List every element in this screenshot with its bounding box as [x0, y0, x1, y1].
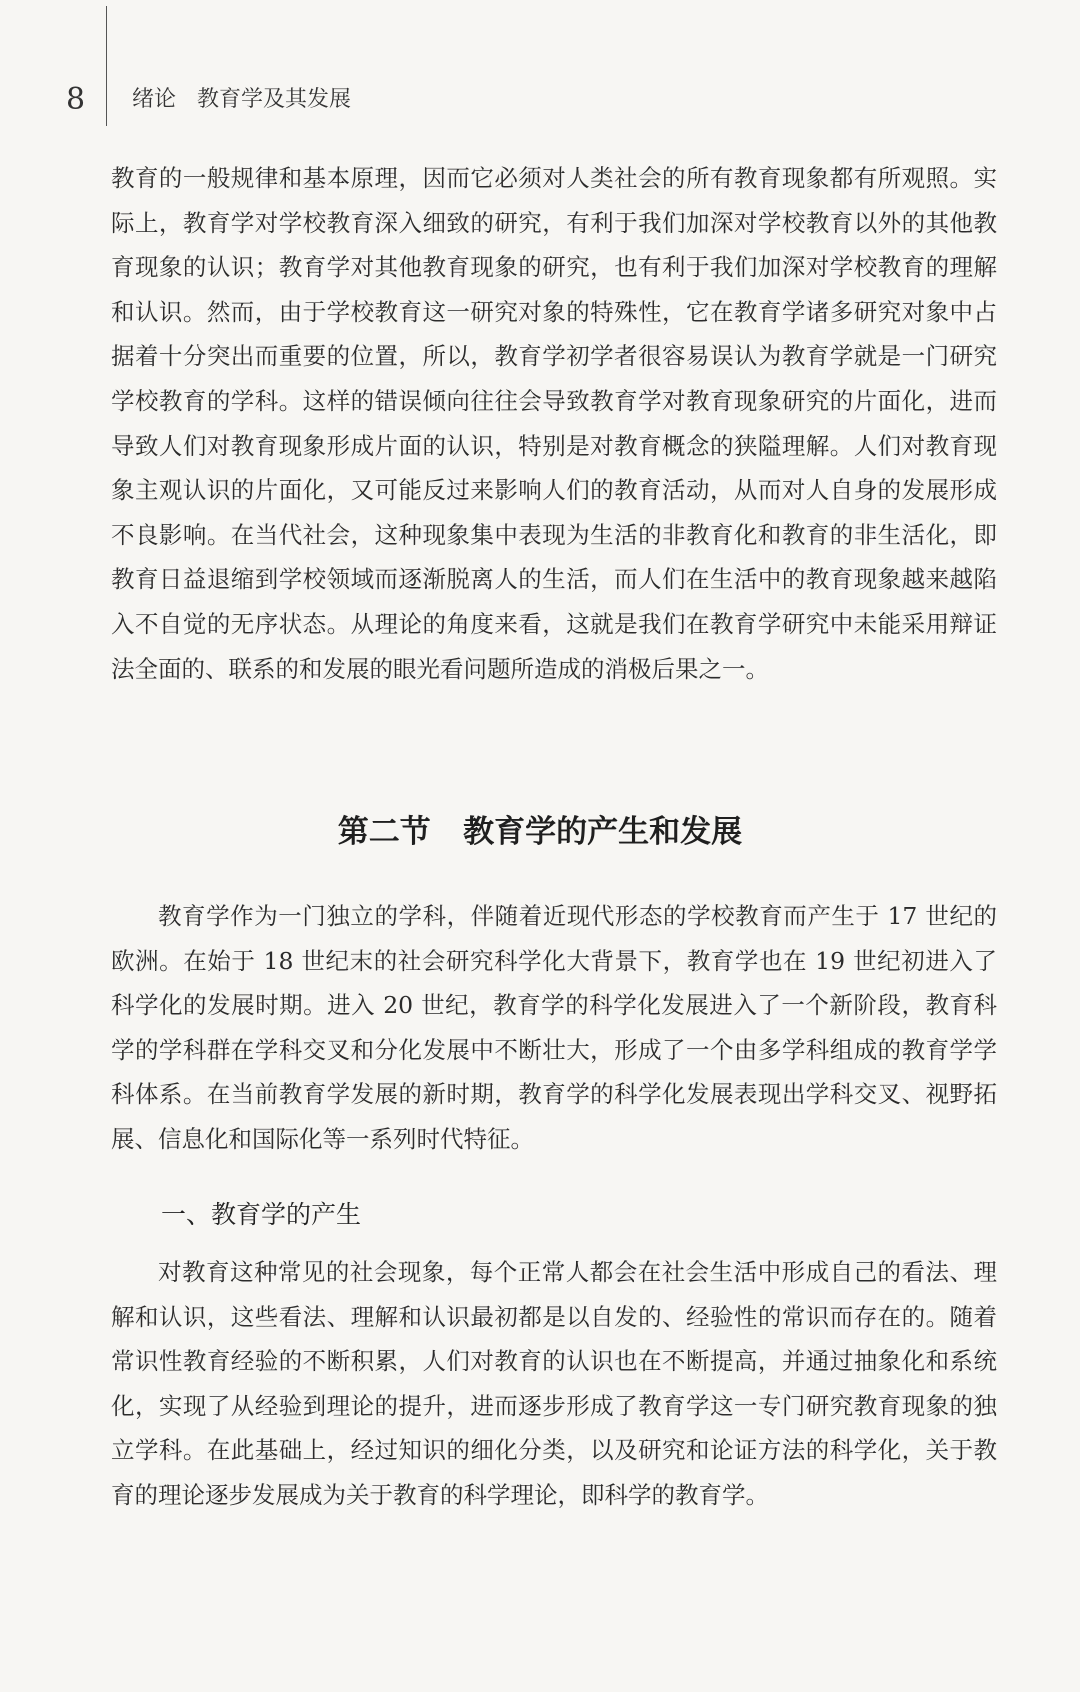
section-intro-paragraph: 教育学作为一门独立的学科，伴随着近现代形态的学校教育而产生于 17 世纪的欧洲。在始于 18 世纪末的社会研究科学化大背景下，教育学也在 19 世纪初进入了科学化的发展时期。进入 20 世纪，教育学的科学化发展进入了一个新阶段，教育科学的学科群在学科交叉和分化发展中不断壮大，形成了一个由多学科组成的教育学学科体系。在当前教育学发展的新时期，教育学的科学化发展表现出学科交叉、视野拓展、信息化和国际化等一系列时代特征。: [111, 902, 997, 1153]
intro-paragraph: 教育的一般规律和基本原理，因而它必须对人类社会的所有教育现象都有所观照。实际上，教育学对学校教育深入细致的研究，有利于我们加深对学校教育以外的其他教育现象的认识；教育学对其他教育现象的研究，也有利于我们加深对学校教育的理解和认识。然而，由于学校教育这一研究对象的特殊性，它在教育学诸多研究对象中占据着十分突出而重要的位置，所以，教育学初学者很容易误认为教育学就是一门研究学校教育的学科。这样的错误倾向往往会导致教育学对教育现象研究的片面化，进而导致人们对教育现象形成片面的认识，特别是对教育概念的狭隘理解。人们对教育现象主观认识的片面化，又可能反过来影响人们的教育活动，从而对人自身的发展形成不良影响。在当代社会，这种现象集中表现为生活的非教育化和教育的非生活化，即教育日益退缩到学校领域而逐渐脱离人的生活，而人们在生活中的教育现象越来越陷入不自觉的无序状态。从理论的角度来看，这就是我们在教育学研究中未能采用辩证法全面的、联系的和发展的眼光看问题所造成的消极后果之一。: [111, 164, 997, 683]
section-title: 第二节 教育学的产生和发展: [337, 814, 743, 850]
header-divider: [106, 6, 107, 126]
page-number: 8: [66, 82, 86, 117]
subsection-title: 一、教育学的产生: [161, 1200, 362, 1229]
running-head: 绪论 教育学及其发展: [132, 87, 351, 112]
subsection-paragraph: 对教育这种常见的社会现象，每个正常人都会在社会生活中形成自己的看法、理解和认识，这些看法、理解和认识最初都是以自发的、经验性的常识而存在的。随着常识性教育经验的不断积累，人们对教育的认识也在不断提高，并通过抽象化和系统化，实现了从经验到理论的提升，进而逐步形成了教育学这一专门研究教育现象的独立学科。在此基础上，经过知识的细化分类，以及研究和论证方法的科学化，关于教育的理论逐步发展成为关于教育的科学理论，即科学的教育学。: [111, 1258, 997, 1509]
